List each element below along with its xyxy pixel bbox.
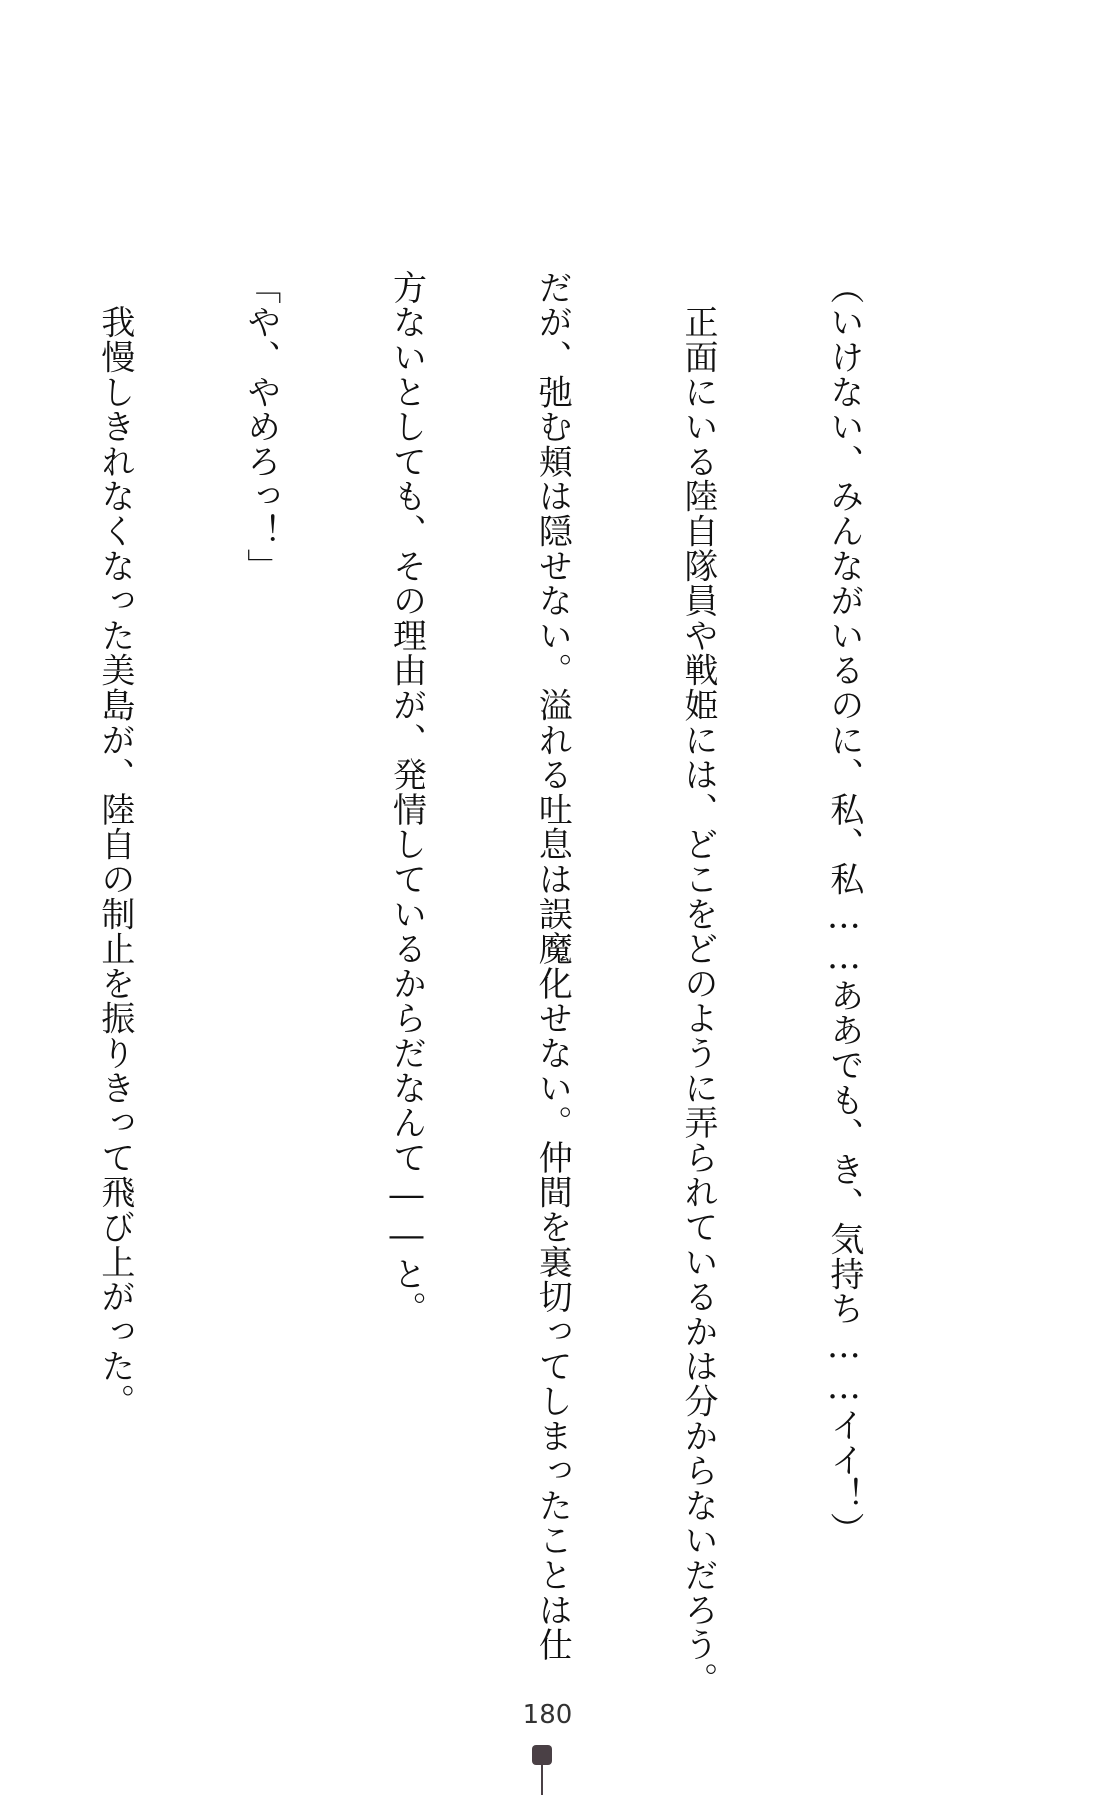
text-line-4: 方ないとしても、その理由が、発情しているからだなんて――と。 (386, 270, 427, 1326)
text-line-3: だが、弛む頬は隠せない。溢れる吐息は誤魔化せない。仲間を裏切ってしまったことは仕 (532, 270, 573, 1662)
text-line-1: （いけない、みんながいるのに、私、私……ああでも、き、気持ち……イイ！） (823, 270, 864, 1547)
text-line-6: 我慢しきれなくなった美島が、陸自の制止を振りきって飛び上がった。 (94, 270, 135, 1419)
page-number: 180 (522, 1700, 573, 1730)
text-line-5: 「や、やめろっ！」 (240, 270, 281, 584)
vertical-text-body (0, 270, 965, 1697)
footer-ornament-icon (532, 1745, 552, 1765)
text-line-2: 正面にいる陸自隊員や戦姫には、どこをどのように弄られているかは分からないだろう。 (678, 270, 719, 1697)
